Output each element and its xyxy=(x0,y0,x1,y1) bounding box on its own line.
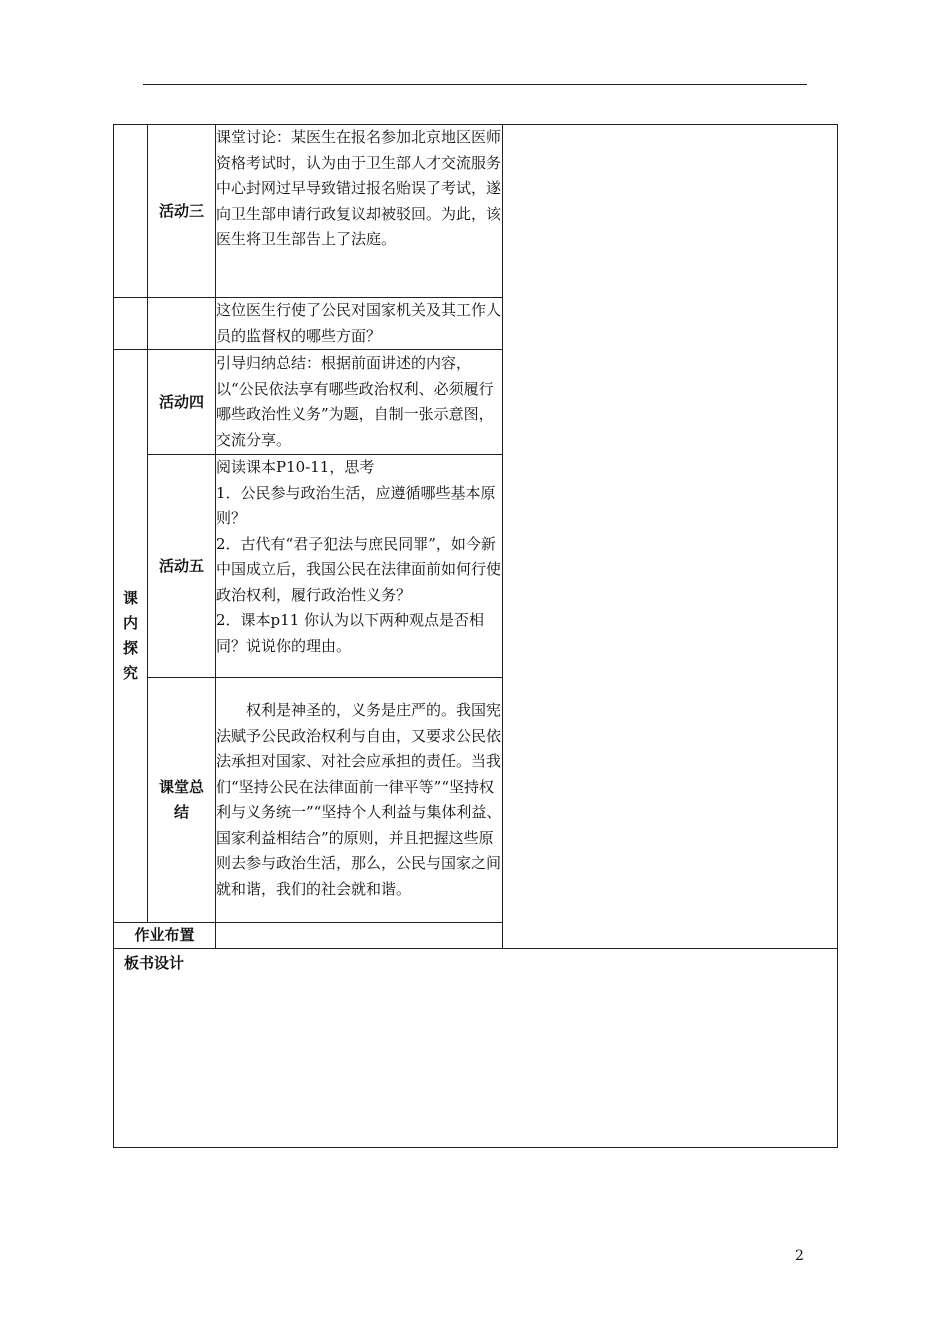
notes-column xyxy=(503,125,838,949)
activity3-discussion: 课堂讨论：某医生在报名参加北京地区医师资格考试时，认为由于卫生部人才交流服务中心封网过早导致错过报名贻误了考试，遂向卫生部申请行政复议却被驳回。为此，该医生将卫生部告上了法庭。 xyxy=(216,125,503,298)
activity4-label: 活动四 xyxy=(148,350,216,455)
section-label-char: 内 xyxy=(122,614,138,632)
homework-content xyxy=(216,923,838,949)
activity5-line: 2．古代有“君子犯法与庶民同罪”，如今新中国成立后，我国公民在法律面前如何行使政治权利，履行政治性义务？ xyxy=(216,534,502,604)
activity3-label: 活动三 xyxy=(148,125,216,298)
homework-row xyxy=(114,923,838,949)
section-label-vertical xyxy=(114,350,148,923)
page-number: 2 xyxy=(795,1248,804,1264)
summary-label-line: 课堂总 xyxy=(158,778,204,796)
activity3-row xyxy=(114,125,838,298)
summary-text xyxy=(216,678,503,923)
summary-paragraph: 权利是神圣的，义务是庄严的。我国宪法赋予公民政治权利与自由，又要求公民依法承担对国家、对社会应承担的责任。当我们“坚持公民在法律面前一律平等”“坚持权利与义务统一”“坚持个人利益与集体利益、国家利益相结合”的原则，并且把握这些原则去参与政治生活，那么，公民与国家之间就和谐，我们的社会就和谐。 xyxy=(216,701,502,898)
homework-label: 作业布置 xyxy=(114,923,216,949)
activity5-line: 2．课本p11 你认为以下两种观点是否相同？说说你的理由。 xyxy=(216,611,485,655)
section-cell-blank xyxy=(114,298,148,350)
board-design-row xyxy=(114,949,838,1148)
section-cell-top xyxy=(114,125,148,298)
lesson-plan-table xyxy=(113,124,838,1148)
board-design-cell xyxy=(114,949,838,1148)
activity5-content xyxy=(216,455,503,678)
board-design-label: 板书设计 xyxy=(124,954,185,972)
activity5-label: 活动五 xyxy=(148,455,216,678)
section-label-char: 课 xyxy=(122,589,138,607)
activity5-line: 1．公民参与政治生活，应遵循哪些基本原则？ xyxy=(216,483,496,527)
label-cell-blank xyxy=(148,298,216,350)
section-label-char: 究 xyxy=(122,664,138,682)
summary-label-line: 结 xyxy=(173,803,189,821)
activity3-question: 这位医生行使了公民对国家机关及其工作人员的监督权的哪些方面？ xyxy=(216,298,503,350)
summary-label xyxy=(148,678,216,923)
activity5-line: 阅读课本P10-11，思考 xyxy=(216,458,375,476)
activity4-text: 引导归纳总结：根据前面讲述的内容，以“公民依法享有哪些政治权利、必须履行哪些政治性义务”为题，自制一张示意图，交流分享。 xyxy=(216,350,503,455)
section-label-char: 探 xyxy=(122,639,138,657)
header-rule xyxy=(143,84,807,85)
